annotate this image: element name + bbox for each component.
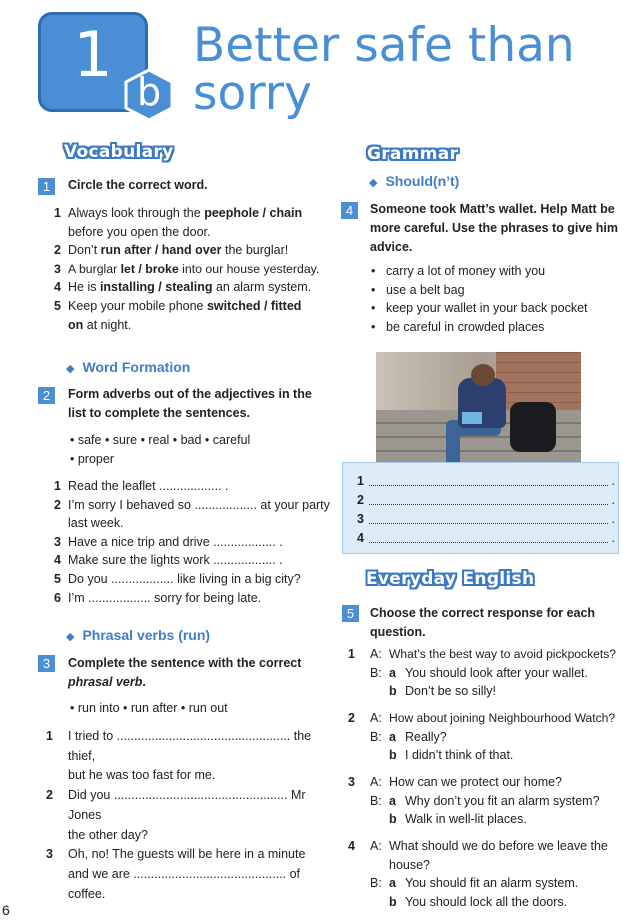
unit-number: 1 <box>73 18 113 91</box>
option-a[interactable]: Really? <box>405 729 447 744</box>
item-text: Always look through the <box>68 206 205 220</box>
exercise-1-number: 1 <box>38 178 55 195</box>
speaker-b: B: <box>370 793 382 808</box>
item-text[interactable]: and we are ............................................ of coffee. <box>68 866 301 901</box>
option-b-label: b <box>389 894 397 909</box>
item-number: 3 <box>54 534 61 549</box>
dialogue-number: 2 <box>348 711 355 725</box>
diamond-icon: ◆ <box>66 631 75 643</box>
vocabulary-banner: Vocabulary <box>64 142 174 162</box>
item-number: 1 <box>46 729 53 743</box>
dialogue-3 <box>348 773 618 829</box>
answer-end: . <box>611 474 615 488</box>
exercise-5-number: 5 <box>342 605 359 622</box>
item-number: 5 <box>54 298 61 313</box>
answer-number: 3 <box>357 512 364 526</box>
item-text[interactable]: Make sure the lights work .................. . <box>68 553 283 568</box>
phrasal-verbs-heading <box>66 627 210 643</box>
list-item <box>54 297 334 316</box>
item-text: He is <box>68 280 100 295</box>
list-item: • carry a lot of money with you <box>371 262 588 281</box>
speaker-a: A: <box>370 839 382 853</box>
option-b[interactable]: Walk in well-lit places. <box>405 812 527 827</box>
option-a[interactable]: Why don’t you fit an alarm system? <box>405 793 600 808</box>
exercise-2-word-list <box>70 431 250 469</box>
instruction-line: Form adverbs out of the adjectives in the <box>68 387 312 401</box>
speaker-a: A: <box>370 711 382 725</box>
speaker-b: B: <box>370 665 382 680</box>
page-title <box>193 18 575 121</box>
item-number: 3 <box>54 261 61 276</box>
word-choice[interactable]: run after / hand over <box>100 243 222 258</box>
list-item <box>54 589 334 608</box>
grammar-banner: Grammar <box>367 144 459 164</box>
item-number: 2 <box>46 788 53 803</box>
list-item: • use a belt bag <box>371 281 588 300</box>
item-text[interactable]: Did you .................................................. Mr Jones <box>68 788 306 822</box>
list-item <box>54 496 334 515</box>
option-b-label: b <box>389 748 397 763</box>
option-b[interactable]: Don’t be so silly! <box>405 684 497 699</box>
list-item <box>54 278 334 297</box>
unit-letter: b <box>136 70 162 114</box>
list-item <box>54 533 334 552</box>
item-text[interactable]: Do you .................. like living in a big city? <box>68 571 301 586</box>
item-text: Keep your mobile phone <box>68 298 207 313</box>
answer-line[interactable] <box>357 531 615 545</box>
exercise-4-phrases <box>371 262 588 336</box>
answer-blank[interactable] <box>369 512 608 524</box>
answer-line[interactable] <box>357 493 615 507</box>
everyday-english-banner: Everyday English <box>366 569 535 589</box>
list-item <box>46 845 316 865</box>
question-text: What’s the best way to avoid pickpockets? <box>389 647 616 661</box>
book <box>462 412 482 424</box>
speaker-a: A: <box>370 647 382 661</box>
exercise-2-number: 2 <box>38 387 55 404</box>
speaker-a: A: <box>370 775 382 789</box>
item-number: 1 <box>54 479 61 493</box>
list-item <box>54 570 334 589</box>
item-number <box>54 514 68 533</box>
item-text[interactable]: I’m sorry I behaved so .................. at your party <box>68 497 330 512</box>
heading-text: Phrasal verbs (run) <box>82 627 211 643</box>
instruction-line: question. <box>370 625 426 639</box>
option-b[interactable]: You should lock all the doors. <box>405 894 568 909</box>
option-a-label: a <box>389 876 396 891</box>
list-item <box>46 865 316 904</box>
item-text[interactable]: I’m .................. sorry for being late. <box>68 590 262 605</box>
item-text: the other day? <box>68 827 148 842</box>
word-choice[interactable]: switched / fitted <box>206 298 302 313</box>
item-number: 2 <box>54 243 61 258</box>
item-number <box>46 826 68 846</box>
instruction-line: more careful. Use the phrases to give him <box>370 221 618 235</box>
item-text: Don’t <box>68 243 101 258</box>
instruction-line: list to complete the sentences. <box>68 406 250 420</box>
item-number <box>46 766 68 786</box>
instruction-line: Choose the correct response for each <box>370 606 596 620</box>
exercise-2-list <box>54 477 334 607</box>
question-text-cont: house? <box>389 857 431 872</box>
exercise-1-instruction: Circle the correct word. <box>68 178 208 192</box>
exercise-3-instruction <box>68 654 301 692</box>
list-item <box>46 727 316 766</box>
answer-end: . <box>611 493 615 507</box>
list-item <box>54 316 334 335</box>
dialogue-2 <box>348 709 618 765</box>
instruction-line: advice. <box>370 240 413 254</box>
backpack <box>510 402 556 452</box>
item-number: 2 <box>54 497 61 512</box>
item-number: 1 <box>54 206 61 220</box>
option-b-label: b <box>389 812 397 827</box>
item-text[interactable]: Read the leaflet .................. . <box>68 479 229 493</box>
answer-box <box>342 462 619 554</box>
exercise-4-number: 4 <box>341 202 358 219</box>
should-heading <box>369 173 459 189</box>
exercise-3-number: 3 <box>38 655 55 672</box>
answer-number: 2 <box>357 493 364 507</box>
boy-head <box>471 364 495 386</box>
dialogue-number: 3 <box>348 775 355 789</box>
heading-text: Word Formation <box>82 359 191 375</box>
option-a-label: a <box>389 793 396 808</box>
dialogue-number: 1 <box>348 647 355 661</box>
title-line-2: sorry <box>193 66 312 121</box>
title-line-1: Better safe than <box>193 18 575 73</box>
list-item <box>54 223 334 242</box>
option-b-label: b <box>389 684 397 699</box>
option-a[interactable]: You should fit an alarm system. <box>405 876 579 891</box>
answer-end: . <box>611 531 615 545</box>
exercise-3-list <box>46 727 316 904</box>
list-item <box>54 204 334 223</box>
answer-number: 1 <box>357 474 364 488</box>
boy-on-steps-photo <box>376 352 581 465</box>
exercise-1-list <box>54 204 334 334</box>
word-choice[interactable]: on <box>68 317 84 332</box>
list-item <box>46 786 316 825</box>
item-text: at night. <box>83 317 132 332</box>
instruction-end: . <box>142 675 146 689</box>
item-text[interactable]: I tried to .................................................. the thief, <box>68 729 312 763</box>
list-item <box>54 241 334 260</box>
item-text: but he was too fast for me. <box>68 768 216 783</box>
exercise-5-instruction <box>370 604 595 642</box>
dialogue-1 <box>348 645 618 701</box>
speaker-b: B: <box>370 729 382 744</box>
exercise-2-instruction <box>68 385 312 423</box>
item-number: 3 <box>46 847 53 862</box>
answer-blank[interactable] <box>369 474 608 486</box>
dialogue-4 <box>348 837 618 911</box>
page-number: 6 <box>2 902 10 918</box>
answer-line[interactable] <box>357 512 615 526</box>
instruction-emphasis: phrasal verb <box>68 675 143 689</box>
diamond-icon: ◆ <box>66 363 75 375</box>
item-number <box>46 865 68 904</box>
item-text: Oh, no! The guests will be here in a minute <box>68 847 306 862</box>
answer-end: . <box>611 512 615 526</box>
word-choice[interactable]: installing / stealing <box>99 280 213 295</box>
question-text: How about joining Neighbourhood Watch? <box>389 711 616 725</box>
item-text: the burglar! <box>221 243 289 258</box>
list-item <box>54 514 334 533</box>
answer-blank[interactable] <box>369 493 608 505</box>
item-number: 4 <box>54 553 61 568</box>
item-text: A burglar <box>68 261 121 276</box>
word-choice[interactable]: let / broke <box>120 261 179 276</box>
answer-number: 4 <box>357 531 364 545</box>
option-b[interactable]: I didn’t think of that. <box>405 748 514 763</box>
list-item <box>46 766 316 786</box>
heading-text: Should(n’t) <box>385 173 460 189</box>
speaker-b: B: <box>370 876 382 891</box>
item-number <box>54 223 68 242</box>
answer-blank[interactable] <box>369 531 608 543</box>
list-item <box>54 260 334 279</box>
option-a[interactable]: You should look after your wallet. <box>405 665 588 680</box>
item-text[interactable]: Have a nice trip and drive .................. . <box>68 534 283 549</box>
question-text: What should we do before we leave the <box>389 839 608 853</box>
unit-badge <box>38 12 176 120</box>
exercise-4-instruction <box>370 200 620 257</box>
instruction-line: Someone took Matt’s wallet. Help Matt be <box>370 202 615 216</box>
item-text: into our house yesterday. <box>178 261 320 276</box>
list-item <box>46 826 316 846</box>
instruction-line: Complete the sentence with the correct <box>68 656 302 670</box>
exercise-3-word-list: • run into • run after • run out <box>70 701 228 715</box>
list-item: • keep your wallet in your back pocket <box>371 299 588 318</box>
item-number <box>54 316 68 335</box>
dialogue-number: 4 <box>348 839 355 853</box>
word-list-line: • proper <box>70 452 114 466</box>
word-choice[interactable]: peephole / chain <box>204 206 303 220</box>
list-item <box>54 551 334 570</box>
item-text: last week. <box>68 516 124 531</box>
word-formation-heading <box>66 359 190 375</box>
word-list-line: • safe • sure • real • bad • careful <box>70 433 251 447</box>
item-text: before you open the door. <box>68 224 211 239</box>
diamond-icon: ◆ <box>369 177 378 189</box>
question-text: How can we protect our home? <box>389 775 563 789</box>
item-number: 6 <box>54 590 61 605</box>
item-number: 5 <box>54 571 61 586</box>
list-item: • be careful in crowded places <box>371 318 588 337</box>
item-number: 4 <box>54 280 61 295</box>
option-a-label: a <box>389 729 396 744</box>
list-item <box>54 477 334 496</box>
option-a-label: a <box>389 665 396 680</box>
answer-line[interactable] <box>357 474 615 488</box>
item-text: an alarm system. <box>212 280 312 295</box>
